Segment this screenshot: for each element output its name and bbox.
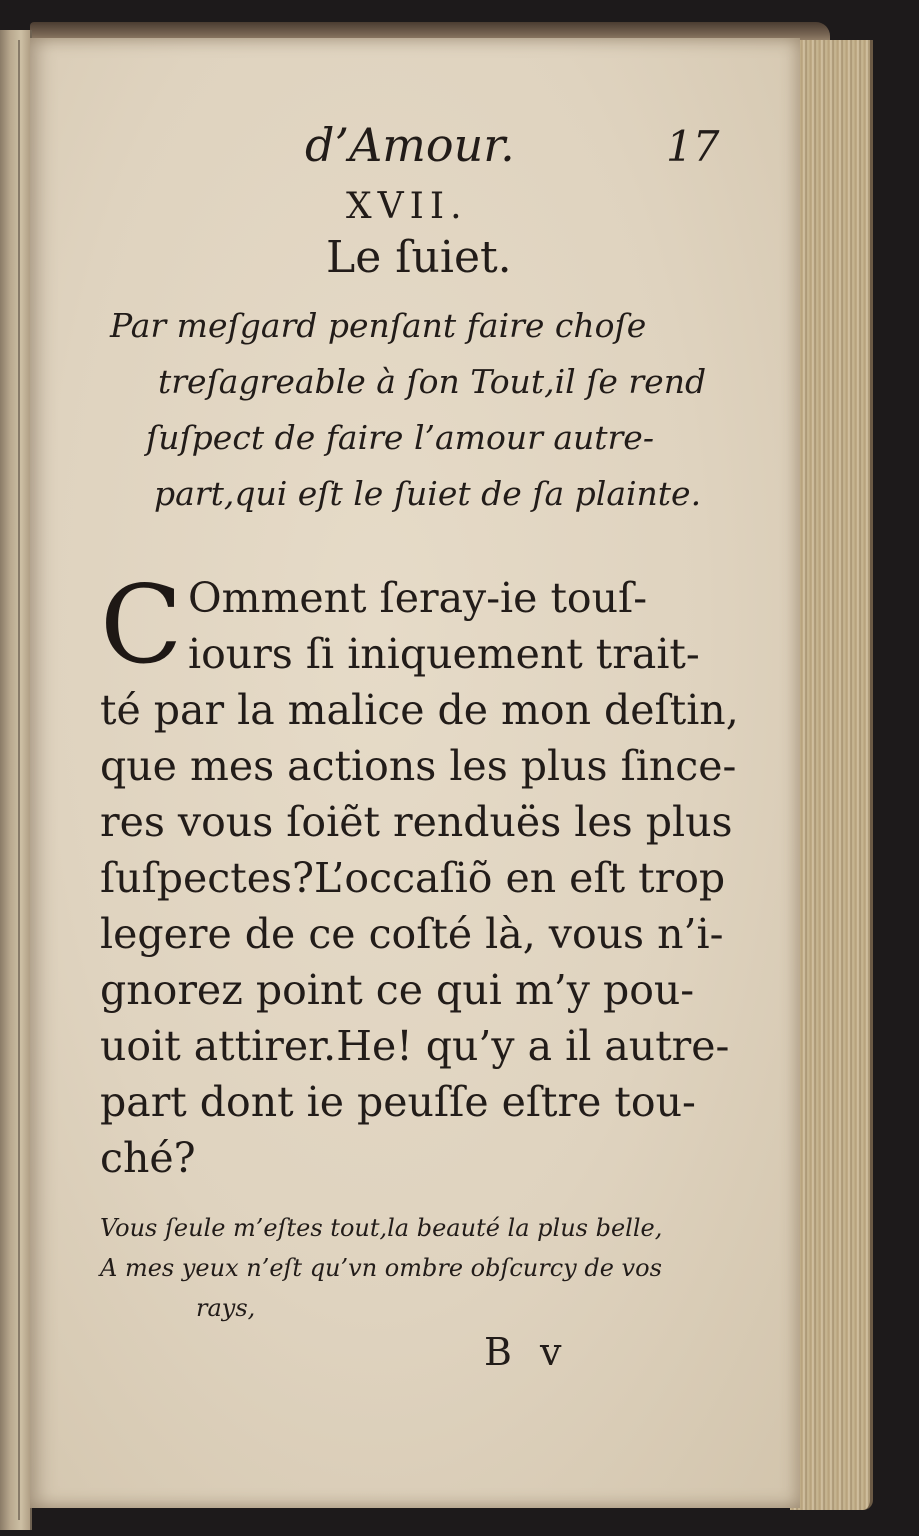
running-title: d’Amour. [305, 118, 515, 172]
signature-mark: B v [484, 1330, 570, 1374]
verse-line: A mes yeux n’eſt qu’vn ombre obſcurcy de vos [100, 1254, 662, 1282]
facing-page-edge [0, 30, 32, 1530]
body-line: ché? [100, 1134, 196, 1182]
argument-line: treſagreable à ſon Tout,il ſe rend [158, 362, 707, 401]
body-line: part dont ie peuſſe eſtre tou- [100, 1078, 696, 1126]
drop-cap-initial: C [100, 563, 183, 688]
body-paragraph [100, 563, 739, 1186]
subject-heading: Le ſuiet. [326, 232, 512, 283]
body-line: té par la malice de mon deſtin, [100, 686, 739, 734]
body-line: gnorez point ce qui m’y pou- [100, 966, 695, 1014]
verse-couplet [100, 1208, 662, 1328]
argument-summary [110, 298, 706, 522]
page-block-edges [790, 40, 873, 1510]
verse-line: Vous ſeule m’eſtes tout,la beauté la plus belle, [100, 1214, 663, 1242]
body-line: uoit attirer.He! qu’y a il autre- [100, 1022, 730, 1070]
binding-gutter-line [18, 40, 20, 1520]
body-line: Omment ſeray-ie touſ- [188, 574, 648, 622]
argument-line: Par meſgard penſant faire choſe [110, 306, 647, 345]
section-numeral: XVII. [346, 186, 468, 227]
body-line: iours ſi iniquement trait- [188, 630, 700, 678]
body-line: que mes actions les plus ſince- [100, 742, 737, 790]
page-number: 17 [666, 122, 720, 171]
verse-line: rays, [196, 1294, 256, 1322]
argument-line: part,qui eſt le ſuiet de ſa plainte. [154, 474, 702, 513]
body-line: ſuſpectes?L’occaſiõ en eſt trop [100, 854, 726, 902]
body-line: res vous ſoiẽt renduës les plus [100, 798, 733, 846]
body-line: legere de ce coſté là, vous n’i- [100, 910, 724, 958]
argument-line: ſuſpect de faire l’amour autre- [146, 418, 654, 457]
